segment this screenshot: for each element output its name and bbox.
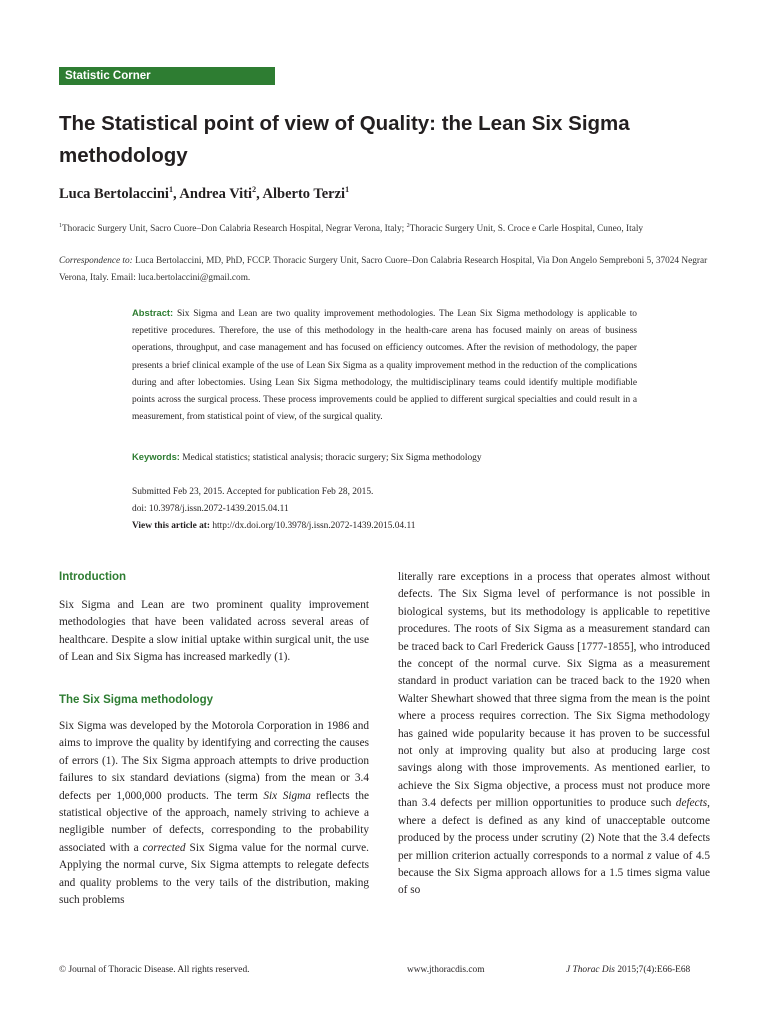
affiliation-mark: 2 (406, 223, 410, 229)
correspondence-label: Correspondence to: (59, 256, 133, 266)
keywords (132, 451, 637, 463)
journal-name: J Thorac Dis (566, 965, 615, 975)
six-sigma-paragraph (59, 718, 369, 909)
footer-copyright: © Journal of Thoracic Disease. All rights reserved. (59, 965, 250, 975)
author-affiliation-mark: 2 (252, 185, 257, 194)
intro-heading: Introduction (59, 571, 127, 583)
intro-paragraph: Six Sigma and Lean are two prominent quality improvement methodologies that have been validated across several areas of healthcare. Despite a slow initial uptake within surgical unit, the use of Lean and Six Sigma has increased markedly (1). (59, 599, 369, 664)
text-run: Six Sigma value for the normal curve. Applying the normal curve, Six Sigma attempts to relegate defects and quality problems to the very tails of the distribution, making such problems (59, 841, 370, 907)
emphasis: defects (675, 797, 708, 810)
article-title: The Statistical point of view of Quality: the Lean Six Sigma methodology (59, 112, 630, 167)
keywords-text: Medical statistics; statistical analysis; thoracic surgery; Six Sigma methodology (179, 453, 482, 463)
affiliations (59, 218, 709, 238)
text-run: literally rare exceptions in a process that operates almost without defects. The Six Sigma level of performance is not possible in biological systems, but its methodology is applicable to repetitive procedures. The roots of Six Sigma as a measurement standard can be traced back to Carl Frederick Gauss [1777-1855], who introduced the concept of the normal curve. Six Sigma as a measurement standard in product variation can be traced back to the 1920 when Walter Shewhart showed that three sigma from the mean is the point where a process requires correction. The Six Sigma methodology has gained wide popularity because it has proven to be successful not only at improving quality but also at producing large cost savings along with those improvements. As mentioned earlier, to achieve the Six Sigma objective, a process must not produce more than 3.4 defects per million opportunities to produce such (398, 571, 710, 810)
correspondence-text: Luca Bertolaccini, MD, PhD, FCCP. Thoracic Surgery Unit, Sacro Cuore–Don Calabria Research Hospital, Via Don Angelo Sempreboni 5, 37024 Negrar Verona, Italy. Email: luca.bertolaccini@gmail.com. (59, 256, 708, 283)
author-name: Luca Bertolaccini (59, 185, 169, 202)
keywords-label: Keywords: (132, 451, 180, 462)
section-label: Statistic Corner (59, 67, 275, 85)
abstract-text: Six Sigma and Lean are two quality improvement methodologies. The Lean Six Sigma methodology is applicable to repetitive procedures. Therefore, the use of this methodology in the health-care arena has focused mainly on areas of business operations, throughput, and case management and has focused on efficiency outcomes. After the revision of methodology, the paper presents a brief clinical example of the use of Lean Six Sigma as a quality improvement method in the reduction of the complications during and after lobectomies. Using Lean Six Sigma methodology, the multidisciplinary teams could identify multiple modifiable points across the surgical process. These process improvements could be applied to different surgical specialties and could result in a measurement, from statistical point of view, of the surgical quality. (132, 309, 637, 423)
abstract-label: Abstract: (132, 307, 174, 318)
article-link-url[interactable]: http://dx.doi.org/10.3978/j.issn.2072-1439.2015.04.11 (210, 521, 416, 531)
author-name: Andrea Viti (179, 185, 253, 202)
author-name: Alberto Terzi (262, 185, 346, 202)
right-column-paragraph (398, 569, 710, 900)
affiliation-text: Thoracic Surgery Unit, Sacro Cuore–Don Calabria Research Hospital, Negrar Verona, Italy; (62, 224, 407, 235)
emphasis: z (647, 849, 652, 862)
doi: doi: 10.3978/j.issn.2072-1439.2015.04.11 (132, 504, 289, 514)
author-affiliation-mark: 1 (168, 185, 173, 194)
text-run: , where a defect is defined as any kind of unacceptable outcome produced by the process under scrutiny (2) Note that the 3.4 defects per million criterion actually corresponds to a normal (398, 797, 710, 862)
footer-url[interactable]: www.jthoracdis.com (407, 965, 485, 975)
article-link[interactable] (132, 521, 416, 531)
author-list: Luca Bertolaccini$^1$, Andrea Viti$^2$, Alberto Terzi$^1$ (59, 185, 350, 202)
abstract (132, 304, 637, 426)
submission-dates: Submitted Feb 23, 2015. Accepted for publication Feb 28, 2015. (132, 487, 374, 497)
footer-citation (566, 965, 690, 975)
citation-text: 2015;7(4):E66-E68 (614, 965, 691, 975)
author-affiliation-mark: 1 (345, 185, 350, 194)
emphasis: corrected (142, 841, 186, 854)
emphasis: Six Sigma (263, 789, 311, 802)
article-link-label: View this article at: (132, 521, 211, 531)
affiliation-text: Thoracic Surgery Unit, S. Croce e Carle Hospital, Cuneo, Italy (409, 224, 644, 235)
text-run: Six Sigma was developed by the Motorola Corporation in 1986 and aims to improve the quality by identifying and correcting the causes of errors (1). The Six Sigma approach attempts to drive production failures to six standard deviations (sigma) from the mean or 3.4 defects per 1,000,000 products. The term (59, 720, 369, 802)
text-run: value of 4.5 because the Six Sigma approach allows for a 1.5 times sigma value of so (398, 849, 710, 897)
text-run: reflects the statistical objective of the approach, namely striving to achieve a negligible number of defects, corresponding to the probability associated with a (59, 789, 369, 854)
affiliation-mark: 1 (59, 223, 62, 229)
six-sigma-heading: The Six Sigma methodology (59, 694, 213, 706)
correspondence (59, 253, 709, 287)
